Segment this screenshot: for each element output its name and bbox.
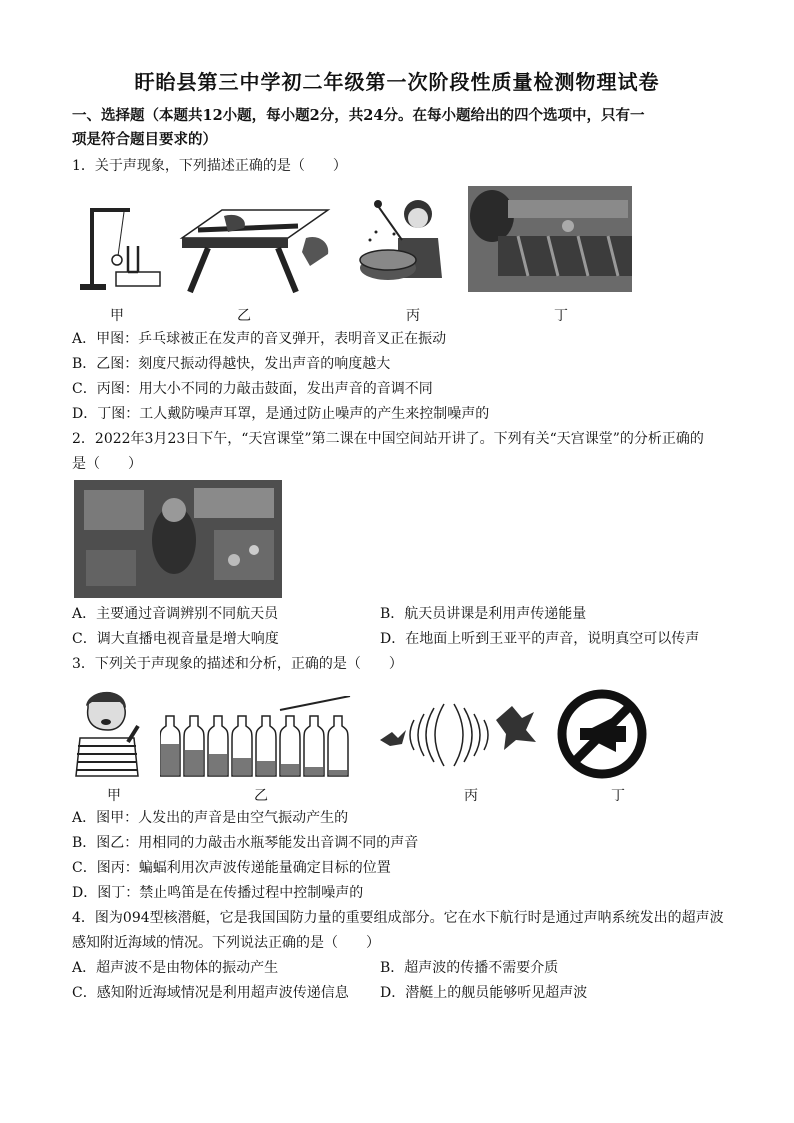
q4-option-c: C．感知附近海域情况是利用超声波传递信息: [72, 985, 349, 1001]
q1-caption-ding: 丁: [554, 308, 568, 324]
q4-option-b: B．超声波的传播不需要介质: [380, 960, 559, 976]
q3-option-b: B．图乙：用相同的力敲击水瓶琴能发出音调不同的声音: [72, 835, 419, 851]
q3-caption-bing: 丙: [464, 788, 478, 804]
section-heading-line-1: 一、选择题（本题共12小题，每小题2分，共24分。在每小题给出的四个选项中，只有一: [72, 107, 645, 124]
q1-stem: 1．关于声现象，下列描述正确的是（ ）: [72, 158, 347, 174]
q1-caption-jia: 甲: [110, 308, 124, 324]
q2-stem-line-2: 是（ ）: [72, 456, 142, 472]
q4-option-a: A．超声波不是由物体的振动产生: [72, 960, 279, 976]
q3-option-c: C．图丙：蝙蝠利用次声波传递能量确定目标的位置: [72, 860, 391, 876]
q3-figure-bat-echolocation: [376, 690, 540, 776]
q4-stem-line-2: 感知附近海域的情况。下列说法正确的是（ ）: [72, 935, 380, 951]
q2-figure-classroom-photo: [74, 480, 282, 598]
q1-caption-bing: 丙: [406, 308, 420, 324]
q3-caption-yi: 乙: [254, 788, 268, 804]
q1-figure-ruler: [178, 208, 338, 294]
q2-option-b: B．航天员讲课是利用声传递能量: [380, 606, 587, 622]
q3-stem: 3．下列关于声现象的描述和分析，正确的是（ ）: [72, 656, 403, 672]
q1-figure-tuning-fork: [72, 196, 162, 296]
q3-option-a: A．图甲：人发出的声音是由空气振动产生的: [72, 810, 349, 826]
q2-option-a: A．主要通过音调辨别不同航天员: [72, 606, 279, 622]
q2-option-c: C．调大直播电视音量是增大响度: [72, 631, 279, 647]
q3-figure-water-bottles: [160, 696, 354, 778]
q1-caption-yi: 乙: [237, 308, 251, 324]
q2-stem-line-1: 2．2022年3月23日下午，“天宫课堂”第二课在中国空间站开讲了。下列有关“天宫课堂”的分析正确的: [72, 431, 704, 447]
q1-option-a: A．甲图：乒乓球被正在发声的音叉弹开，表明音叉正在振动: [72, 331, 447, 347]
bottle-row: [160, 696, 354, 778]
q1-figure-drum: [358, 188, 450, 292]
no-honking-sign-icon: [556, 688, 648, 780]
q3-caption-ding: 丁: [611, 788, 625, 804]
q4-option-d: D．潜艇上的舰员能够听见超声波: [380, 985, 588, 1001]
q3-figure-boy-speaking: [72, 686, 144, 778]
q4-stem-line-1: 4．图为094型核潜艇，它是我国国防力量的重要组成部分。它在水下航行时是通过声呐系统发出的超声波: [72, 910, 724, 926]
page-title: 盱眙县第三中学初二年级第一次阶段性质量检测物理试卷: [134, 70, 660, 94]
q1-option-d: D．丁图：工人戴防噪声耳罩，是通过防止噪声的产生来控制噪声的: [72, 406, 490, 422]
q3-option-d: D．图丁：禁止鸣笛是在传播过程中控制噪声的: [72, 885, 364, 901]
q1-option-c: C．丙图：用大小不同的力敲击鼓面，发出声音的音调不同: [72, 381, 433, 397]
q1-option-b: B．乙图：刻度尺振动得越快，发出声音的响度越大: [72, 356, 391, 372]
q2-option-d: D．在地面上听到王亚平的声音，说明真空可以传声: [380, 631, 700, 647]
q3-caption-jia: 甲: [107, 788, 121, 804]
section-heading-line-2: 项是符合题目要求的）: [72, 131, 217, 148]
q1-figure-factory-photo: [468, 186, 632, 292]
